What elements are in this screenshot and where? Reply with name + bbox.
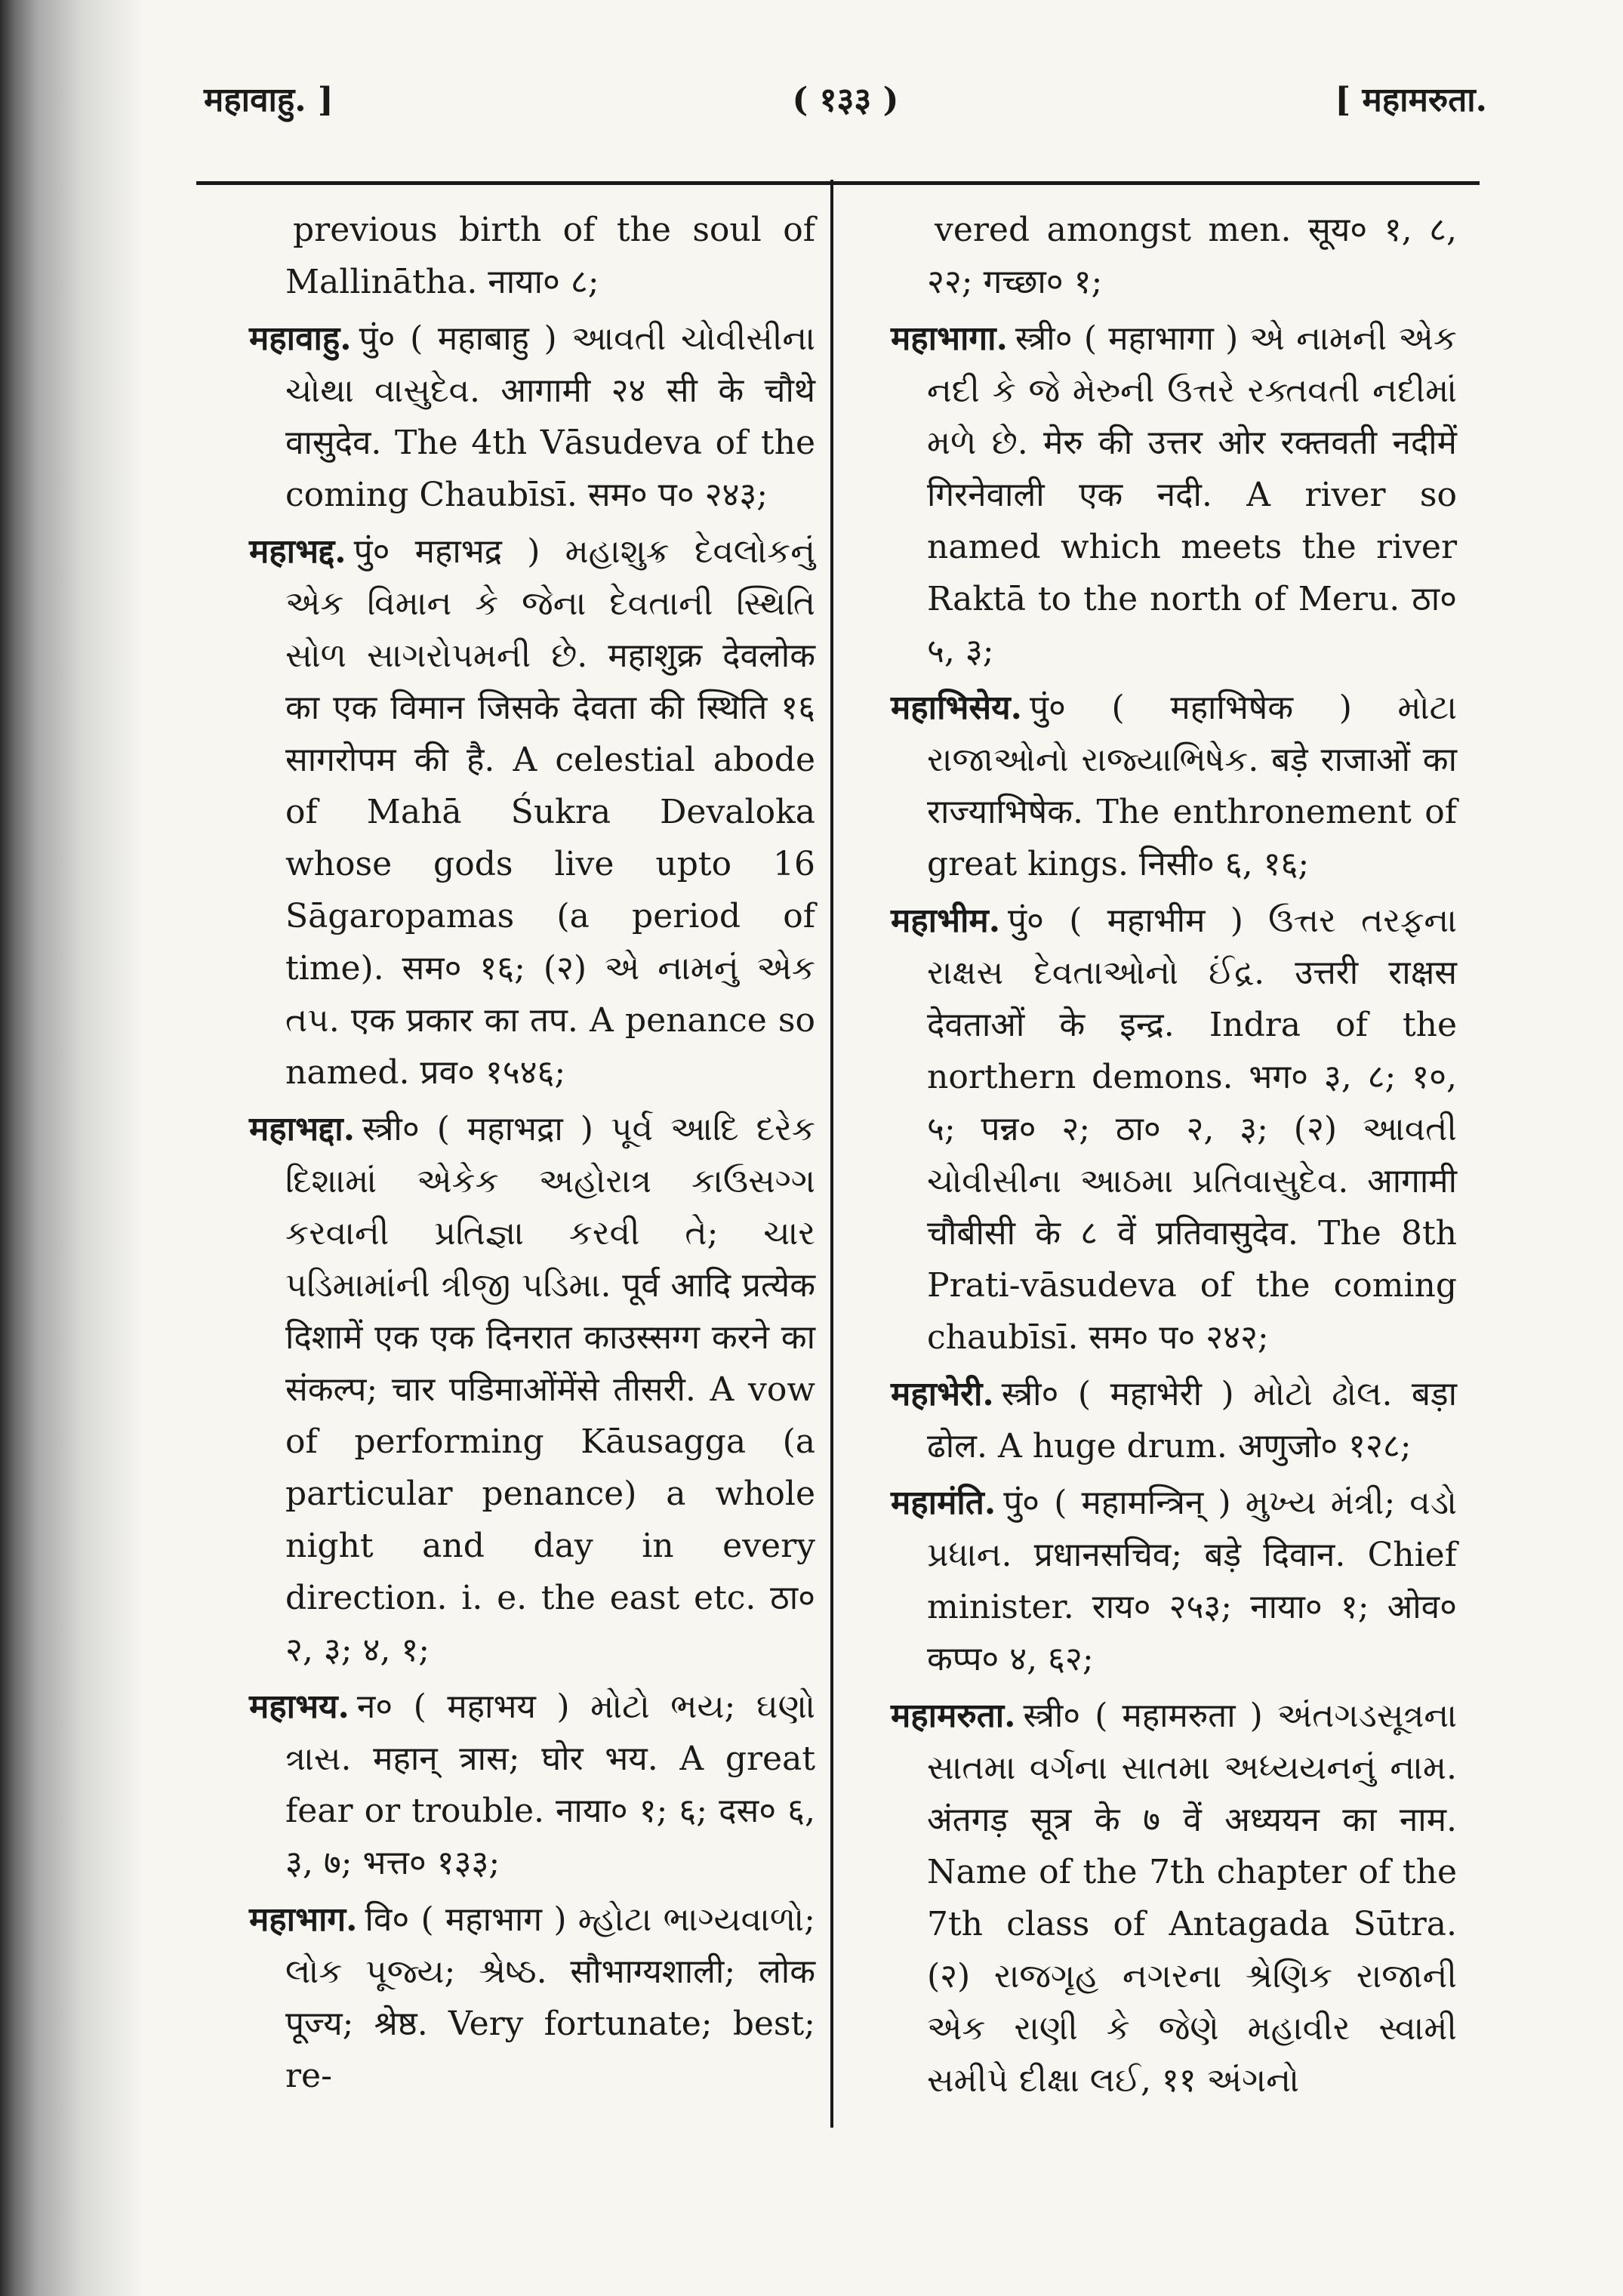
page-header bbox=[204, 76, 1487, 136]
entry-text: न० ( महाभय ) મોટો ભય; ઘણો ત્રાસ. महान् त्रास; घोर भय. A great fear or trouble. नाया० १; ६; दस० ६, ३, ७; भत्त० १३३; bbox=[285, 1687, 815, 1882]
entry-headword: महाभिसेय. bbox=[891, 689, 1022, 727]
entry-text: वि० ( महाभाग ) મ્હોટા ભાગ્યવાળો; લોક પૂજ્ય; શ્રેષ્ઠ. सौभाग्यशाली; लोक पूज्य; श्रेष्ठ. Very fortunate; best; re- bbox=[285, 1900, 815, 2095]
entry-text: स्त्री० ( महाभेरी ) મોટો ઢોલ. बड़ा ढोल. A huge drum. अणुजो० १२८; bbox=[927, 1375, 1457, 1465]
entry-text: स्त्री० ( महाभागा ) એ નામની એક નદી કે જે મેરુની ઉત્તરે રક્તવતી નદીમાં મળે છે. मेरु की उत्तर ओर रक्तवती नदीमें गिरनेवाली एक नदी. A river so named which meets the river Raktā to the north of Meru. ठा० ५, ३; bbox=[927, 319, 1457, 670]
right-column bbox=[891, 204, 1457, 2111]
dictionary-entry bbox=[249, 1681, 815, 1889]
dictionary-entry bbox=[249, 313, 815, 521]
column-divider bbox=[830, 180, 833, 2128]
entry-headword: महाभय. bbox=[249, 1687, 350, 1726]
entry-headword: महाभागा. bbox=[891, 319, 1008, 358]
entry-text: पुं० महाभद्र ) મહાશુક્ર દેવલોકનું એક વિમાન કે જેના દેવતાની સ્થિતિ સોળ સાગરોપમની છે. महाशुक्र देवलोक का एक विमान जिसके देवता की स्थिति १६ सागरोपम की है. A celestial abode of Mahā Śukra Devaloka whose gods live upto 16 Sāgaropamas (a period of time). सम० १६; (२) એ નામનું એક તપ. एक प्रकार का तप. A penance so named. प्रव० १५४६; bbox=[285, 532, 815, 1092]
dictionary-entry bbox=[891, 204, 1457, 308]
entry-text: पुं० ( महाभिषेक ) મોટા રાજાઓનો રાજ્યાભિષેક. बड़े राजाओं का राज्याभिषेक. The enthronement of great kings. निसी० ६, १६; bbox=[927, 689, 1457, 883]
dictionary-entry bbox=[249, 1103, 815, 1676]
book-binding-shadow bbox=[0, 0, 143, 2296]
entry-headword: महावाहु. bbox=[249, 319, 352, 358]
entry-text: पुं० ( महामन्त्रिन् ) મુખ્ય મંત્રી; વડો પ્રધાન. प्रधानसचिव; बड़े दिवान. Chief minister. राय० २५३; नाया० १; ओव० कप्प० ४, ६२; bbox=[927, 1484, 1457, 1678]
entry-text: पुं० ( महाबाहु ) આવતી ચોવીસીના ચોથા વાસુદેવ. आगामी २४ सी के चौथे वासुदेव. The 4th Vāsudeva of the coming Chaubīsī. सम० प० २४३; bbox=[285, 319, 815, 514]
dictionary-entry bbox=[891, 682, 1457, 890]
header-right-guideword: [ महामरुता. bbox=[1335, 81, 1487, 119]
entry-headword: महामरुता. bbox=[891, 1697, 1016, 1735]
header-left-guideword: महावाहु. ] bbox=[204, 81, 334, 119]
entry-text: previous birth of the soul of Mallinātha. नाया० ८; bbox=[285, 211, 815, 301]
page-number: ( १३३ ) bbox=[792, 81, 899, 119]
dictionary-entry bbox=[249, 204, 815, 308]
dictionary-entry bbox=[249, 525, 815, 1099]
entry-text: स्त्री० ( महाभद्रा ) પૂર્વ આદિ દરેક દિશામાં એકેક અહોરાત્ર કાઉસગ્ગ કરવાની પ્રતિજ્ઞા કરવી તે; ચાર પડિમામાંની ત્રીજી પડિમા. पूर्व आदि प्रत्येक दिशामें एक एक दिनरात काउस्सग्ग करने का संकल्प; चार पडिमाओंमेंसे तीसरी. A vow of performing Kāusagga (a particular penance) a whole night and day in every direction. i. e. the east etc. ठा० २, ३; ४, १; bbox=[285, 1110, 815, 1669]
entry-text: स्त्री० ( महामरुता ) અંતગડસૂત્રના સાતમા વર્ગના સાતમા અધ્યયનનું નામ. अंतगड़ सूत्र के ७ वें अध्ययन का नाम. Name of the 7th chapter of the 7th class of Antagada Sūtra. (२) રાજગૃહ નગરના શ્રેણિક રાજાની એક રાણી કે જેણે મહાવીર સ્વામી સમીપે દીક્ષા લઈ, ११ અંગનો bbox=[927, 1697, 1457, 2100]
dictionary-entry bbox=[891, 1690, 1457, 2106]
dictionary-entry bbox=[249, 1894, 815, 2102]
entry-headword: महाभेरी. bbox=[891, 1375, 994, 1413]
dictionary-entry bbox=[891, 1368, 1457, 1472]
entry-headword: महाभाग. bbox=[249, 1900, 358, 1939]
entry-headword: महाभद्द. bbox=[249, 532, 346, 571]
entry-text: vered amongst men. सूय० १, ८, २२; गच्छा० १; bbox=[927, 211, 1457, 301]
dictionary-entry bbox=[891, 1477, 1457, 1685]
left-column bbox=[249, 204, 815, 2106]
entry-headword: महाभीम. bbox=[891, 901, 1001, 940]
entry-text: पुं० ( महाभीम ) ઉત્તર તરફના રાક્ષસ દેવતાઓનો ઈંદ્ર. उत्तरी राक्षस देवताओं के इन्द्र. Indra of the northern demons. भग० ३, ८; १०, ५; पन्न० २; ठा० २, ३; (२) આવતી ચોવીસીના આઠમા પ્રતિવાસુદેવ. आगामी चौबीसी के ८ वें प्रतिवासुदेव. The 8th Prati-vāsudeva of the coming chaubīsī. सम० प० २४२; bbox=[927, 901, 1457, 1357]
header-rule bbox=[196, 181, 1480, 185]
dictionary-entry bbox=[891, 313, 1457, 677]
dictionary-entry bbox=[891, 895, 1457, 1364]
entry-headword: महामंति. bbox=[891, 1484, 996, 1522]
entry-headword: महाभद्दा. bbox=[249, 1110, 356, 1148]
